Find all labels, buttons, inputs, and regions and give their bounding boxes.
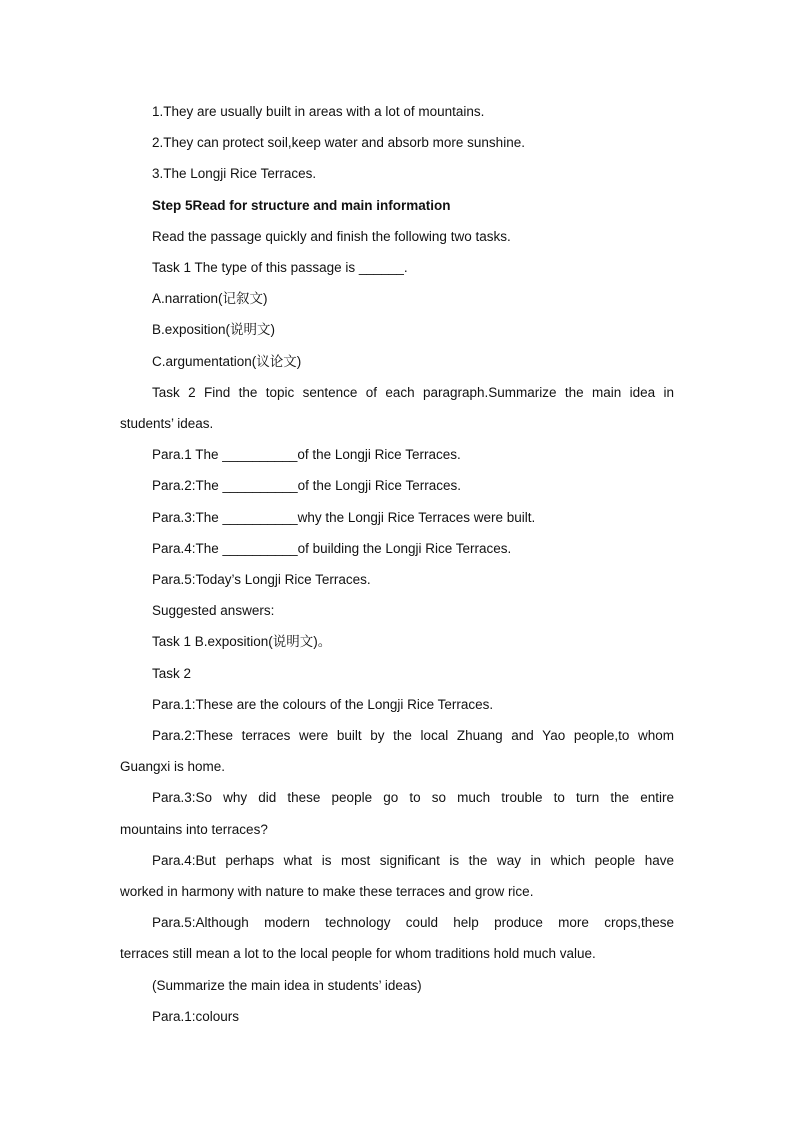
- para4-blank: Para.4:The __________of building the Longji Rice Terraces.: [152, 540, 512, 556]
- option-c: C.argumentation(议论文): [152, 353, 302, 369]
- topic-sentence-2-line-1: Para.2:These terraces were built by the local Zhuang and Yao people,to whom: [152, 728, 674, 744]
- para5-blank: Para.5:Today’s Longji Rice Terraces.: [152, 572, 371, 588]
- suggested-answers-label: Suggested answers:: [152, 603, 275, 619]
- answer-line-3: 3.The Longji Rice Terraces.: [152, 166, 317, 182]
- document-page: [120, 96, 674, 1032]
- topic-sentence-3-line-1: Para.3:So why did these people go to so much trouble to turn the entire: [152, 790, 674, 806]
- topic-sentence-3-line-2: mountains into terraces?: [120, 821, 268, 837]
- step5-heading: Step 5Read for structure and main information: [152, 197, 451, 213]
- option-b: B.exposition(说明文): [152, 322, 276, 338]
- summarize-instruction: (Summarize the main idea in students’ ideas): [152, 977, 422, 993]
- topic-sentence-5-line-1: Para.5:Although modern technology could help produce more crops,these: [152, 915, 674, 931]
- task2-line-2: students’ ideas.: [120, 416, 214, 432]
- instruction-line: Read the passage quickly and finish the following two tasks.: [152, 228, 511, 244]
- topic-sentence-2-line-2: Guangxi is home.: [120, 759, 226, 775]
- task2-line-1: Task 2 Find the topic sentence of each paragraph.Summarize the main idea in: [152, 384, 674, 400]
- para2-blank: Para.2:The __________of the Longji Rice Terraces.: [152, 478, 461, 494]
- task1-answer: Task 1 B.exposition(说明文)。: [152, 634, 332, 650]
- topic-sentence-4-line-2: worked in harmony with nature to make these terraces and grow rice.: [120, 884, 534, 900]
- task2-answer-label: Task 2: [152, 665, 192, 681]
- para3-blank: Para.3:The __________why the Longji Rice Terraces were built.: [152, 509, 536, 525]
- option-a: A.narration(记叙文): [152, 291, 268, 307]
- answer-line-1: 1.They are usually built in areas with a lot of mountains.: [152, 104, 485, 119]
- topic-sentence-1: Para.1:These are the colours of the Longji Rice Terraces.: [152, 696, 494, 712]
- topic-sentence-5-line-2: terraces still mean a lot to the local people for whom traditions hold much value.: [120, 946, 596, 962]
- answer-line-2: 2.They can protect soil,keep water and absorb more sunshine.: [152, 135, 525, 151]
- task1-line: Task 1 The type of this passage is ______.: [152, 260, 408, 276]
- main-idea-1: Para.1:colours: [152, 1008, 240, 1024]
- topic-sentence-4-line-1: Para.4:But perhaps what is most significant is the way in which people have: [152, 852, 674, 868]
- para1-blank: Para.1 The __________of the Longji Rice Terraces.: [152, 447, 461, 463]
